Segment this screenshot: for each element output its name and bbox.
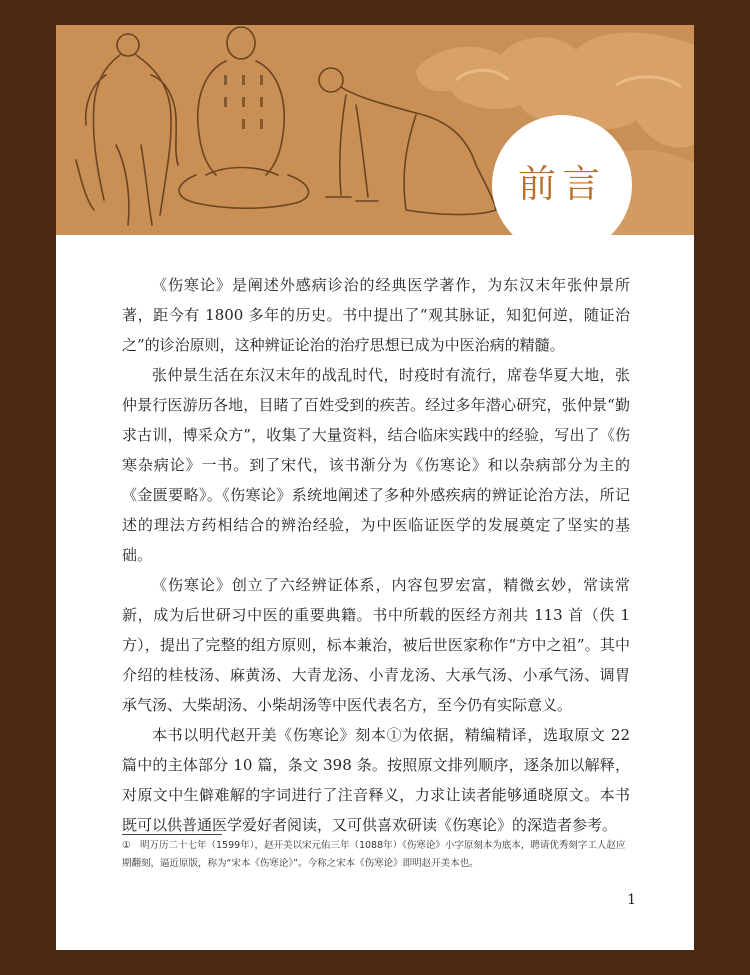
preface-body <box>122 270 630 840</box>
book-page <box>56 25 694 950</box>
page-title: 前言 <box>517 162 606 206</box>
paragraph: 本书以明代赵开美《伤寒论》刻本①为依据，精编精译，选取原文 22 篇中的主体部分 10 篇，条文 398 条。按照原文排列顺序，逐条加以解释，对原文中生僻难解的字词进行了注音释义，力求让读者能够通晓原文。本书既可以供普通医学爱好者阅读，又可供喜欢研读《伤寒论》的深造者参考。 <box>122 726 630 834</box>
paragraph: 《伤寒论》是阐述外感病诊治的经典医学著作，为东汉末年张仲景所著，距今有 1800 多年的历史。书中提出了“观其脉证，知犯何逆，随证治之”的诊治原则，这种辨证论治的治疗思想已成为中医治病的精髓。 <box>122 276 630 354</box>
page-number: 1 <box>627 892 636 908</box>
footnote: ① 明万历二十七年（1599年），赵开美以宋元佑三年（1088年）《伤寒论》小字原刻本为底本，聘请优秀刻字工人赵应期翻刻，逼近原版，称为“宋本《伤寒论》”。今称之宋本《伤寒论》即明赵开美本也。 <box>122 840 626 869</box>
paragraph: 《伤寒论》创立了六经辨证体系，内容包罗宏富，精微玄妙，常读常新，成为后世研习中医的重要典籍。书中所载的医经方剂共 113 首（佚 1 方），提出了完整的组方原则，标本兼治，被后世医家称作“方中之祖”。其中介绍的桂枝汤、麻黄汤、大青龙汤、小青龙汤、大承气汤、小承气汤、调胃承气汤、大柴胡汤、小柴胡汤等中医代表名方，至今仍有实际意义。 <box>122 576 630 714</box>
inscription-marks <box>224 75 263 129</box>
footnote-divider <box>122 834 222 835</box>
paragraph: 张仲景生活在东汉末年的战乱时代，时疫时有流行，席卷华夏大地，张仲景行医游历各地，目睹了百姓受到的疾苦。经过多年潜心研究，张仲景“勤求古训，博采众方”，收集了大量资料，结合临床实践中的经验，写出了《伤寒杂病论》一书。到了宋代，该书渐分为《伤寒论》和以杂病部分为主的《金匮要略》。《伤寒论》系统地阐述了多种外感疾病的辨证论治方法，所记述的理法方药相结合的辨治经验，为中医临证医学的发展奠定了坚实的基础。 <box>122 366 630 564</box>
